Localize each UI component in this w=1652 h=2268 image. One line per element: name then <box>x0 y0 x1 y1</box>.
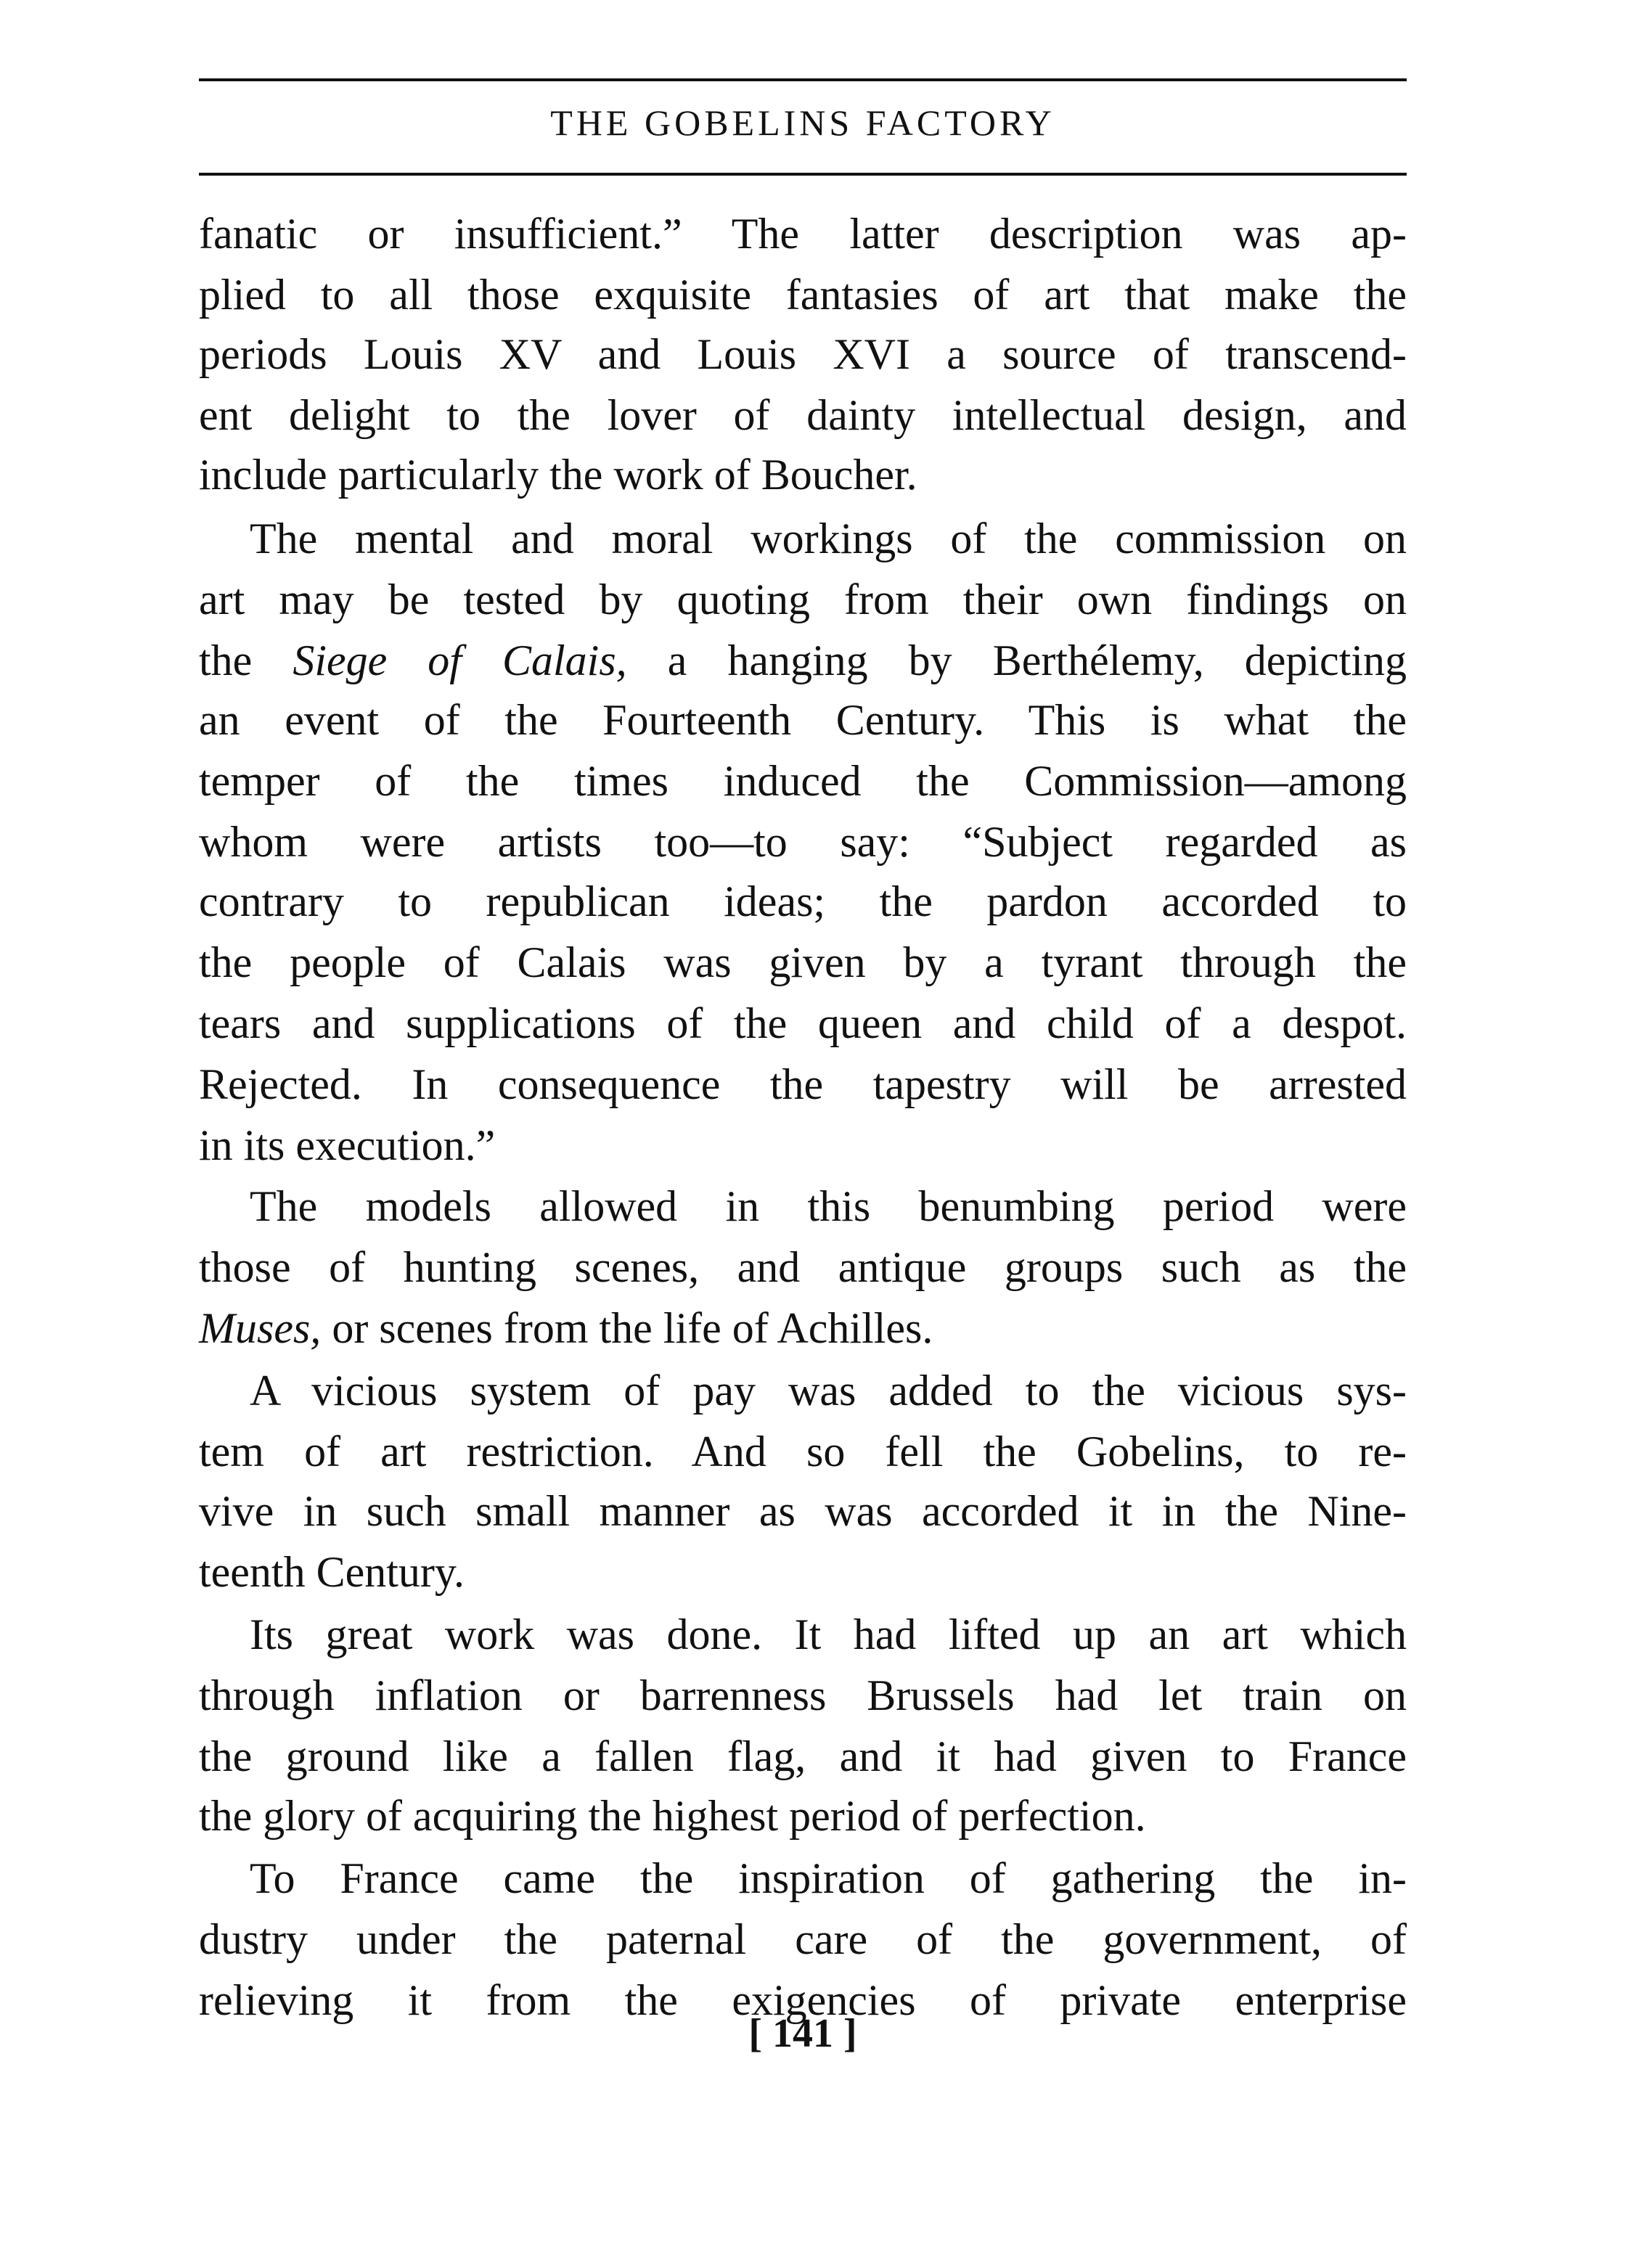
text-line <box>199 1055 1407 1113</box>
text-segment: Its great work was done. It had lifted up an art which <box>250 1610 1407 1658</box>
text-line <box>199 446 1407 504</box>
text-segment: To France came the inspiration of gathering the in- <box>250 1854 1407 1902</box>
text-segment: an event of the Fourteenth Century. This is what the <box>199 696 1407 744</box>
text-line <box>199 1787 1407 1845</box>
text-line <box>199 1666 1407 1724</box>
text-line <box>199 813 1407 871</box>
page-number: [ 141 ] <box>748 2011 857 2056</box>
text-segment: the ground like a fallen flag, and it had given to France <box>199 1732 1407 1780</box>
text-segment: the people of Calais was given by a tyrant through the <box>199 938 1407 986</box>
text-segment: The mental and moral workings of the commission on <box>250 515 1407 562</box>
text-line <box>199 266 1407 324</box>
text-line <box>199 1910 1407 1968</box>
header-bottom-rule <box>199 173 1407 176</box>
text-line <box>199 325 1407 383</box>
text-line <box>199 1727 1407 1785</box>
text-line <box>199 691 1407 749</box>
text-line <box>199 386 1407 444</box>
text-line <box>199 752 1407 810</box>
text-line <box>199 631 1407 689</box>
text-line <box>199 1116 1407 1174</box>
text-segment: through inflation or barrenness Brussels had let train on <box>199 1671 1407 1719</box>
text-line <box>199 1422 1407 1481</box>
running-header: THE GOBELINS FACTORY <box>550 102 1055 143</box>
text-segment: fanatic or insufficient.” The latter description was ap- <box>199 210 1407 258</box>
header-top-rule <box>199 78 1407 81</box>
text-segment: whom were artists too—to say: “Subject regarded as <box>199 818 1407 866</box>
text-segment: art may be tested by quoting from their own findings on <box>199 576 1407 623</box>
text-segment: temper of the times induced the Commission—among <box>199 757 1407 805</box>
text-line <box>199 1605 1407 1663</box>
text-segment: those of hunting scenes, and antique groups such as the <box>199 1243 1407 1291</box>
text-segment: in its execution.” <box>199 1121 496 1169</box>
text-segment: relieving it from the exigencies of private enterprise <box>199 1976 1407 2024</box>
text-segment: A vicious system of pay was added to the vicious sys- <box>250 1367 1407 1415</box>
text-segment: or scenes from the life of Achilles. <box>321 1304 933 1352</box>
text-segment: tem of art restriction. And so fell the Gobelins, to re- <box>199 1428 1407 1475</box>
text-line <box>199 1543 1407 1601</box>
text-segment: dustry under the paternal care of the government, of <box>199 1915 1407 1963</box>
text-line <box>199 1177 1407 1235</box>
text-line <box>199 1362 1407 1420</box>
text-line <box>199 509 1407 568</box>
text-segment: vive in such small manner as was accorded it in the Nine- <box>199 1487 1407 1535</box>
text-segment: include particularly the work of Boucher. <box>199 451 917 499</box>
text-segment: periods Louis XV and Louis XVI a source of transcend- <box>199 330 1407 378</box>
text-segment: contrary to republican ideas; the pardon accorded to <box>199 877 1407 925</box>
text-segment: plied to all those exquisite fantasies of art that make the <box>199 271 1407 319</box>
text-segment: Rejected. In consequence the tapestry will be arrested <box>199 1060 1407 1108</box>
text-line <box>199 1482 1407 1540</box>
text-line <box>199 1849 1407 1907</box>
text-segment: ent delight to the lover of dainty intellectual design, and <box>199 391 1407 439</box>
text-line <box>199 1238 1407 1296</box>
text-line <box>199 570 1407 629</box>
text-line <box>199 872 1407 930</box>
text-segment: teenth Century. <box>199 1548 465 1596</box>
text-segment: the <box>199 636 293 684</box>
text-line <box>199 1299 1407 1357</box>
italic-title: Siege of Calais, <box>293 636 627 684</box>
text-segment: tears and supplications of the queen and child of a despot. <box>199 999 1407 1047</box>
text-line <box>199 205 1407 263</box>
text-segment: the glory of acquiring the highest period of perfection. <box>199 1792 1146 1840</box>
text-line <box>199 994 1407 1052</box>
text-segment: The models allowed in this benumbing period were <box>250 1182 1407 1230</box>
italic-title: Muses, <box>199 1304 322 1352</box>
text-line <box>199 933 1407 991</box>
text-segment: a hanging by Berthélemy, depicting <box>626 636 1407 684</box>
